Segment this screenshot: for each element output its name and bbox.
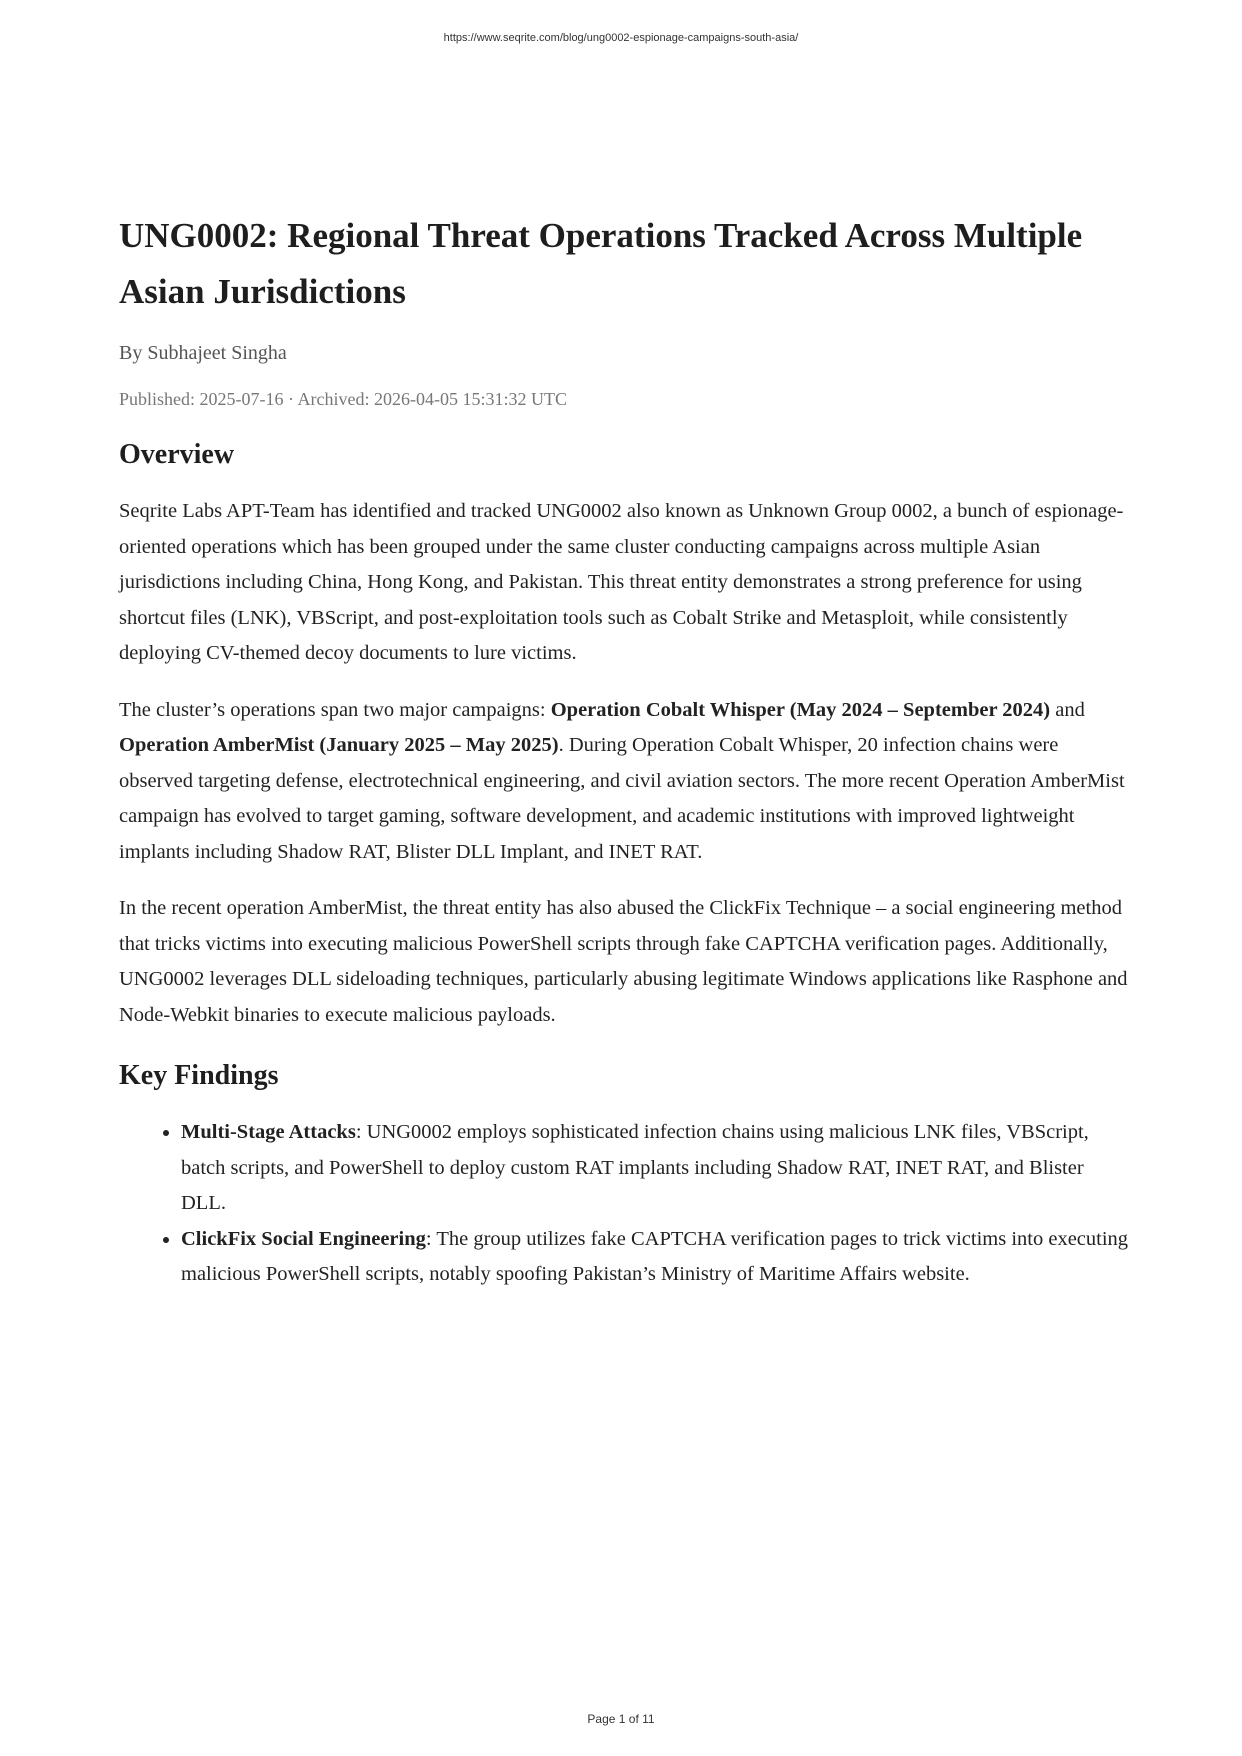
page-number: Page 1 of 11 <box>587 1712 655 1726</box>
finding-text: : UNG0002 employs sophisticated infection chains using malicious LNK files, VBScript, batch scripts, and PowerShell to deploy custom RAT implants including Shadow RAT, INET RAT, and Blister DLL. <box>181 1121 1089 1214</box>
p2-text-e: . During Operation Cobalt Whisper, 20 infection chains were observed targeting defense, electrotechnical engineering, and civil aviation sectors. The more recent Operation AmberMist campaign has evolved to target gaming, software development, and academic institutions with improved lightweight implants including Shadow RAT, Blister DLL Implant, and INET RAT. <box>119 734 1125 863</box>
overview-heading: Overview <box>119 439 235 470</box>
list-item <box>181 1222 1129 1293</box>
finding-label: ClickFix Social Engineering <box>181 1227 426 1250</box>
finding-label: Multi-Stage Attacks <box>181 1121 356 1143</box>
overview-paragraph-1: Seqrite Labs APT-Team has identified and tracked UNG0002 also known as Unknown Group 0002, a bunch of espionage-oriented operations which has been grouped under the same cluster conducting campaigns across multiple Asian jurisdictions including China, Hong Kong, and Pakistan. This threat entity demonstrates a strong preference for using shortcut files (LNK), VBScript, and post-exploitation tools such as Cobalt Strike and Metasploit, while consistently deploying CV-themed decoy documents to lure victims. <box>119 500 1124 664</box>
publish-meta: Published: 2025-07-16 · Archived: 2026-04-05 15:31:32 UTC <box>119 389 567 409</box>
finding-text: : The group utilizes fake CAPTCHA verification pages to trick victims into executing malicious PowerShell scripts, notably spoofing Pakistan’s Ministry of Maritime Affairs website. <box>181 1227 1129 1285</box>
p2-text-a: The cluster’s operations span two major campaigns: <box>119 698 551 721</box>
article <box>119 208 1129 1293</box>
p2-campaign-ambermist: Operation AmberMist (January 2025 – May 2025) <box>119 734 559 756</box>
author-byline: By Subhajeet Singha <box>119 342 287 364</box>
overview-paragraph-2 <box>119 693 1129 871</box>
overview-paragraph-3: In the recent operation AmberMist, the threat entity has also abused the ClickFix Technique – a social engineering method that tricks victims into executing malicious PowerShell scripts through fake CAPTCHA verification pages. Additionally, UNG0002 leverages DLL sideloading techniques, particularly abusing legitimate Windows applications like Rasphone and Node-Webkit binaries to execute malicious payloads. <box>119 897 1128 1026</box>
p2-campaign-cobalt-whisper: Operation Cobalt Whisper (May 2024 – September 2024) <box>550 698 1051 721</box>
page-url: https://www.seqrite.com/blog/ung0002-espionage-campaigns-south-asia/ <box>443 32 799 44</box>
key-findings-heading: Key Findings <box>119 1060 279 1091</box>
article-title: UNG0002: Regional Threat Operations Tracked Across Multiple Asian Jurisdictions <box>119 216 1083 311</box>
p2-text-c: and <box>1050 698 1085 721</box>
list-item <box>181 1115 1129 1222</box>
key-findings-list <box>119 1115 1129 1293</box>
